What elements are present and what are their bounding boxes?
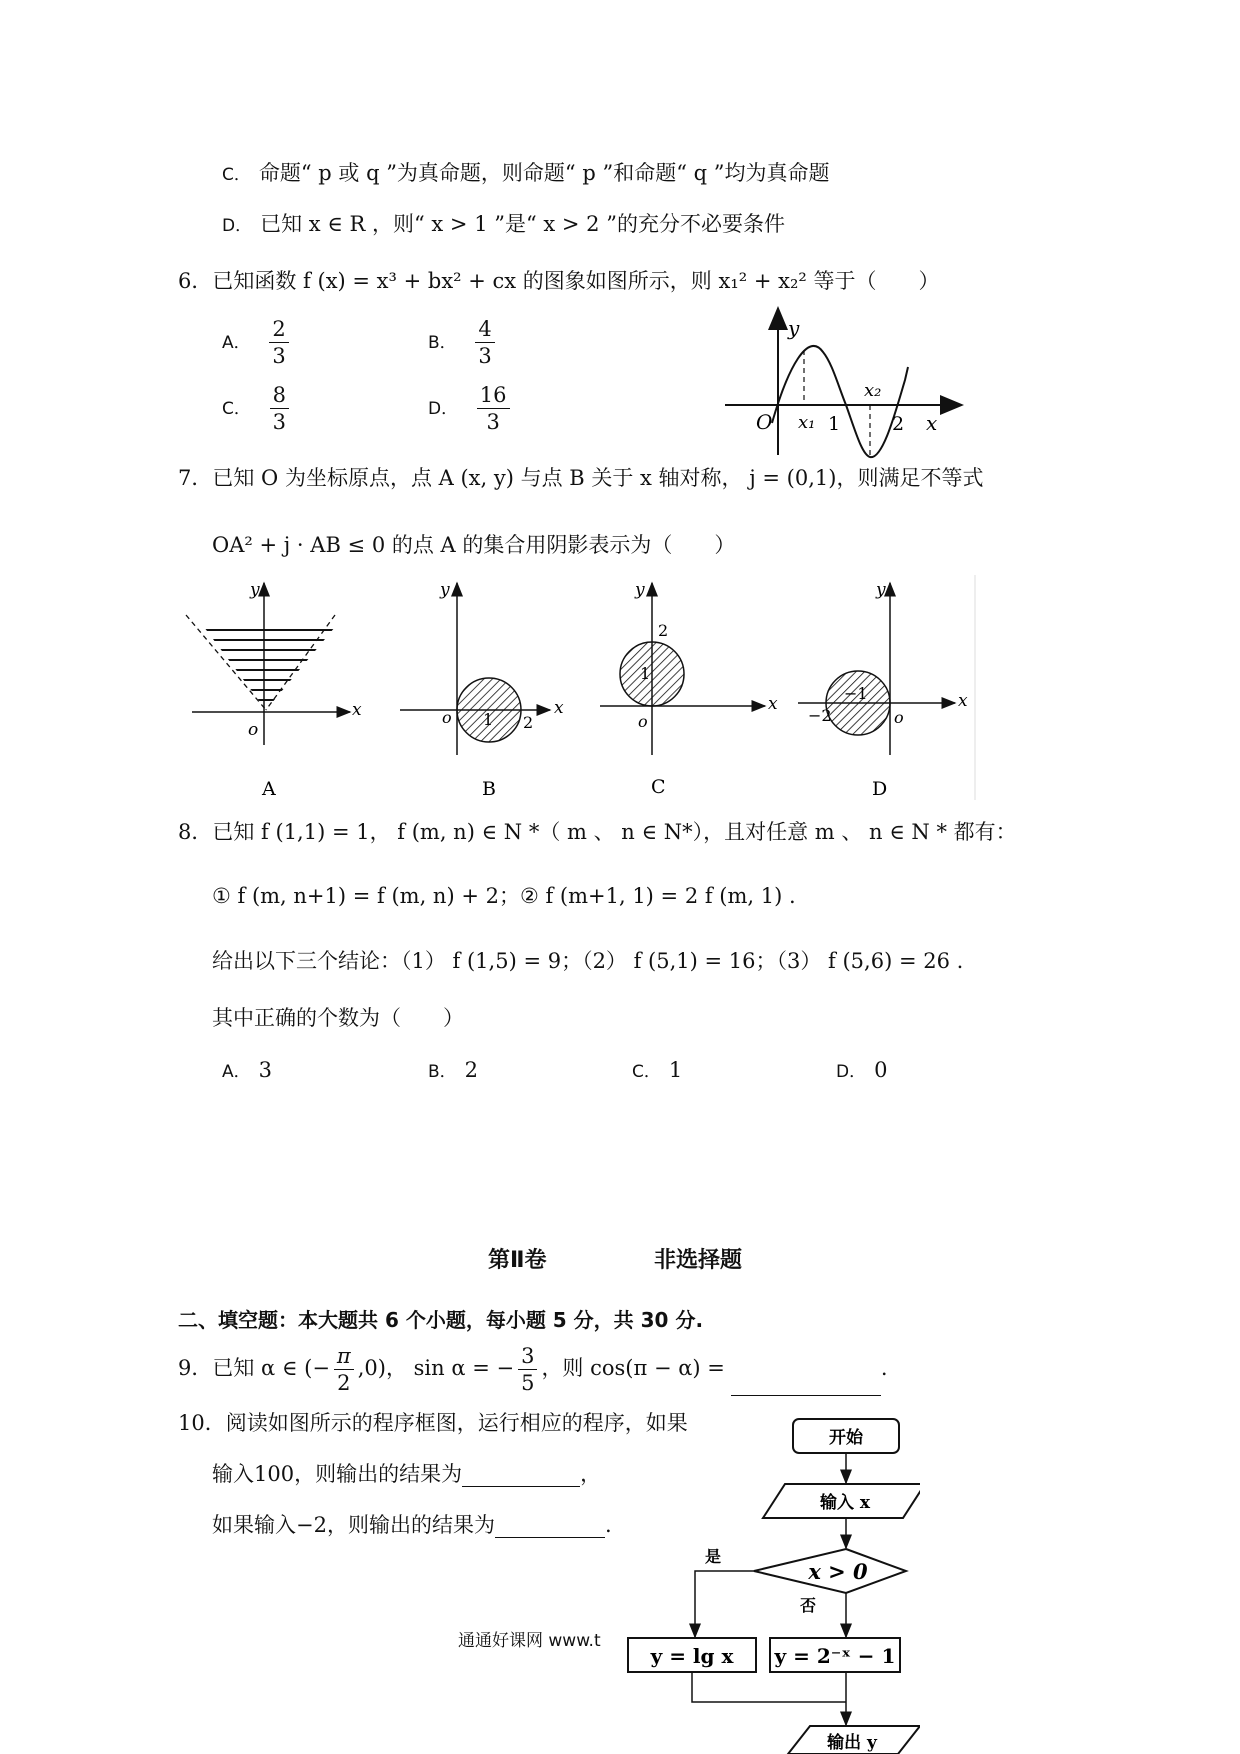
q7-stem-text-2: OA² + j · AB ≤ 0 的点 A 的集合用阴影表示为（ ） [212, 533, 736, 557]
q6-option-c-label: C． [222, 399, 251, 419]
q8-line-3-text: 给出以下三个结论：（1） f (1,5) = 9；（2） f (5,1) = 16；（3） f (5,6) = 26 . [212, 949, 964, 973]
q10-line-3-text: 如果输入−2，则输出的结果为 [212, 1513, 495, 1537]
q6-curve [772, 346, 908, 457]
q7-c-tick-1: 1 [640, 664, 651, 683]
q8-line-1 [178, 819, 1017, 845]
q5-option-d [222, 211, 785, 239]
q8-line-3 [212, 948, 963, 974]
q6-option-a-fraction [269, 316, 288, 369]
q10-answer-blank-1[interactable] [462, 1464, 580, 1487]
flow-yes-label: 是 [705, 1547, 722, 1566]
q8-option-a-label: A． [222, 1062, 251, 1082]
q8-line-4-text: 其中正确的个数为（ ） [212, 1006, 464, 1030]
q6-x1-label: x₁ [798, 412, 816, 433]
q7-c-origin-label: o [638, 712, 648, 731]
q7-stem-line-1 [178, 465, 983, 491]
q9-end: . [880, 1356, 888, 1380]
q7-stem-text-1: 已知 O 为坐标原点，点 A (x, y) 与点 B 关于 x 轴对称， j = (0,1)，则满足不等式 [212, 466, 984, 490]
q9-sin-fraction [518, 1343, 537, 1396]
numerator: 2 [269, 316, 288, 343]
q7-b-tick-2: 2 [523, 713, 534, 732]
numerator: 4 [475, 316, 494, 343]
q6-stem [178, 268, 939, 294]
numerator: 3 [518, 1343, 537, 1370]
q7-c-y-label: y [635, 580, 645, 600]
q6-option-b-label: B． [428, 333, 457, 353]
q5-option-c-label: C． [222, 165, 251, 185]
q8-line-2-text: ① f (m, n+1) = f (m, n) + 2；② f (m+1, 1) = 2 f (m, 1) . [212, 884, 796, 908]
q7-b-origin-label: o [442, 708, 452, 727]
footer-watermark: 通通好课网 www.t [458, 1631, 601, 1651]
denominator: 3 [478, 344, 492, 368]
q6-option-d [428, 382, 514, 435]
q7-d-x-label: x [958, 691, 968, 711]
q6-option-a-label: A． [222, 333, 251, 353]
q10-line-2-end: ， [580, 1462, 602, 1486]
q6-one-label: 1 [828, 413, 841, 435]
q10-line-1-text: 阅读如图所示的程序框图，运行相应的程序，如果 [225, 1411, 688, 1435]
q7-d-y-label: y [876, 580, 886, 600]
q6-y-label: y [788, 316, 800, 340]
q8-option-b [428, 1057, 478, 1085]
q9-number: 9． [178, 1356, 213, 1380]
q7-a-origin-label: o [248, 720, 259, 740]
q7-a-x-label: x [352, 700, 362, 720]
q7-a-y-label: y [250, 580, 260, 600]
q8-option-d-value: 0 [874, 1058, 888, 1082]
q7-d-tick-2: −2 [808, 706, 832, 725]
q6-option-d-fraction [477, 382, 510, 435]
flow-output-text: 输出 y [827, 1733, 877, 1753]
q8-option-c [632, 1057, 682, 1085]
q10-answer-blank-2[interactable] [495, 1515, 605, 1538]
q10-line-3 [212, 1512, 612, 1538]
q7-number: 7． [178, 466, 213, 490]
q6-cubic-graph [720, 305, 970, 465]
q7-figure-d [798, 580, 968, 800]
flow-condition-text: x > 0 [808, 1559, 868, 1584]
q8-line-1-text: 已知 f (1,1) = 1， f (m, n) ∈ N *（ m 、 n ∈ N*），且对任意 m 、 n ∈ N * 都有： [212, 820, 1017, 844]
q7-c-x-label: x [768, 694, 778, 714]
q10-line-2-text: 输入100，则输出的结果为 [212, 1462, 463, 1486]
q10-line-3-end: . [604, 1513, 612, 1537]
q8-option-c-label: C． [632, 1062, 661, 1082]
q8-option-a [222, 1057, 272, 1085]
q7-d-tick-1: −1 [844, 684, 868, 703]
q10-line-2 [212, 1461, 601, 1487]
q9-pi-fraction [334, 1343, 354, 1396]
q8-option-c-value: 1 [668, 1058, 683, 1082]
section2-heading: 二、填空题：本大题共 6 个小题，每小题 5 分，共 30 分. [178, 1308, 704, 1332]
q9-mid: ,0)， sin α = − [357, 1356, 515, 1380]
q6-x-label: x [926, 411, 938, 435]
q9 [178, 1340, 888, 1396]
q7-stem-line-2 [212, 532, 735, 558]
q6-option-b-fraction [475, 316, 494, 369]
q7-c-tick-2: 2 [658, 621, 669, 640]
q6-stem-text: 已知函数 f (x) = x³ + bx² + cx 的图象如图所示，则 x₁² + x₂² 等于（ ） [212, 269, 940, 293]
numerator: 8 [270, 382, 289, 409]
q9-answer-blank[interactable] [731, 1373, 881, 1396]
q8-option-d [836, 1057, 887, 1085]
flow-left-text: y = lg x [650, 1644, 734, 1668]
q5-option-d-text: 已知 x ∈ R ，则“ x > 1 ”是“ x > 2 ”的充分不必要条件 [260, 212, 785, 236]
q10-line-1 [178, 1410, 688, 1436]
denominator: 3 [486, 410, 500, 434]
q6-option-c-fraction [270, 382, 289, 435]
q8-option-b-value: 2 [464, 1058, 479, 1082]
flow-start-text: 开始 [829, 1428, 863, 1448]
q7-d-label: D [872, 778, 888, 800]
q8-line-2 [212, 883, 796, 909]
q6-option-d-label: D． [428, 399, 459, 419]
q8-option-a-value: 3 [258, 1058, 273, 1082]
part2-subtitle: 非选择题 [654, 1248, 743, 1273]
q6-option-a [222, 316, 293, 369]
q7-b-y-label: y [440, 580, 450, 600]
q7-a-label: A [262, 778, 276, 800]
q7-figure-b [400, 580, 564, 800]
q6-two-label: 2 [892, 413, 905, 435]
denominator: 5 [521, 1371, 535, 1395]
q6-number: 6． [178, 269, 213, 293]
denominator: 2 [337, 1371, 351, 1395]
q10-flowchart [620, 1405, 920, 1754]
part2-title: 第Ⅱ卷 [488, 1248, 547, 1273]
q9-pre: 已知 α ∈ (− [212, 1356, 330, 1380]
q6-option-b [428, 316, 499, 369]
numerator: π [334, 1343, 354, 1370]
q6-origin-label: O [756, 410, 773, 434]
numerator: 16 [477, 382, 510, 409]
q5-option-d-label: D． [222, 216, 253, 236]
q6-x2-label: x₂ [864, 380, 882, 401]
q8-number: 8． [178, 820, 213, 844]
denominator: 3 [272, 410, 286, 434]
flow-right-text: y = 2⁻ˣ − 1 [774, 1644, 896, 1668]
q9-post: ，则 cos(π − α) = [541, 1356, 725, 1380]
q7-b-tick-1: 1 [483, 710, 494, 729]
flow-input-text: 输入 x [819, 1493, 871, 1513]
q5-option-c [222, 160, 829, 188]
flow-no-label: 否 [800, 1596, 817, 1615]
q7-b-x-label: x [554, 698, 564, 718]
q5-option-c-text: 命题“ p 或 q ”为真命题，则命题“ p ”和命题“ q ”均为真命题 [258, 161, 830, 185]
q10-number: 10． [178, 1411, 226, 1435]
q7-d-origin-label: o [894, 708, 904, 727]
q8-option-d-label: D． [836, 1062, 867, 1082]
q8-line-4 [212, 1005, 464, 1031]
q8-option-b-label: B． [428, 1062, 457, 1082]
q7-c-label: C [651, 776, 666, 798]
q7-b-label: B [482, 778, 496, 800]
q7-figure-a [186, 580, 362, 800]
q6-option-c [222, 382, 293, 435]
q7-figures [180, 575, 980, 805]
denominator: 3 [272, 344, 286, 368]
q7-figure-c [600, 580, 778, 798]
